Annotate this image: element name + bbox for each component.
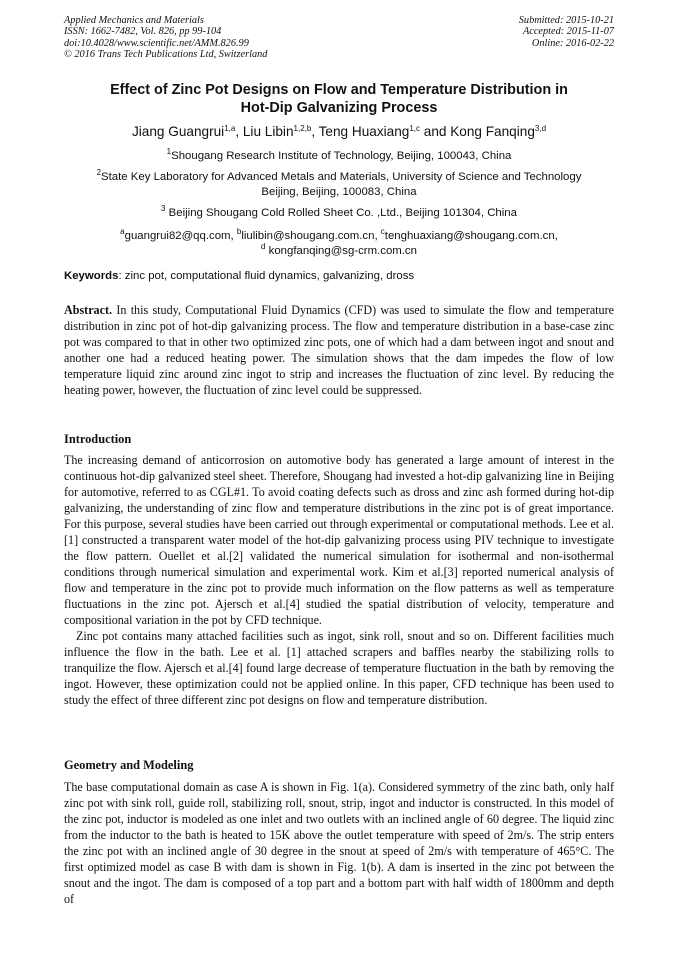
abstract (64, 302, 614, 398)
affiliation-sup: 3 (161, 204, 166, 213)
section-heading-introduction: Introduction (64, 432, 132, 446)
affiliation-text: Shougang Research Institute of Technology, Beijing, 100043, China (171, 150, 512, 162)
affiliation-1 (64, 149, 614, 164)
author-sep: and (420, 124, 451, 139)
email-address: kongfanqing@sg-crm.com.cn (265, 244, 417, 257)
paper-title (64, 81, 614, 117)
journal-doi: doi:10.4028/www.scientific.net/AMM.826.99 (64, 37, 249, 49)
email-sup: c (380, 227, 385, 236)
geometry-body (64, 779, 614, 907)
email-sup: b (236, 227, 242, 236)
affiliation-sup: 2 (96, 168, 102, 177)
email-address: tenghuaxiang@shougang.com.cn, (384, 230, 558, 242)
journal-issn: ISSN: 1662-7482, Vol. 826, pp 99-104 (64, 26, 222, 38)
affiliation-text-line-2: Beijing, Beijing, 100083, China (261, 185, 417, 198)
author-name: Teng Huaxiang (318, 124, 410, 139)
affiliation-text: State Key Laboratory for Advanced Metals and Materials, University of Science and Technology (101, 171, 582, 183)
affiliation-text: Beijing Shougang Cold Rolled Sheet Co. ,Ltd., Beijing 101304, China (165, 207, 517, 219)
email-sup: d (261, 241, 266, 251)
paragraph: The increasing demand of anticorrosion on automotive body has generated a large amount of interest in the continuous hot-dip galvanized steel sheet. Therefore, Shougang had invested a hot-dip galvanizing line in Beijing for automotive, referred to as CGL#1. To avoid coating defects such as dross and zinc ash formed during hot-dip galvanizing, the understanding of zinc flow and temperature distributions in the zinc pot is of great importance. For this purpose, several studies have been carried out through experimental or computational methods. Lee et al.[1] constructed a transparent water model of the hot-dip galvanizing process using PIV technique to investigate the flow pattern. Ouellet et al.[2] validated the numerical simulation for isothermal and non-isothermal conditions through numerical simulation and experimental work. Kim et al.[3] reported numerical analysis of flow and temperature in the zinc pot to provide much information on the flow patterns as well as temperature fluctuations in the zinc pot. Ajersch et al.[4] studied the spatial distribution of velocity, temperature and compositional variation in the pot by CFD technique. (64, 453, 614, 627)
title-line-2: Hot-Dip Galvanizing Process (240, 100, 438, 116)
author-sup: 1,2,b (293, 124, 312, 133)
journal-info (64, 15, 267, 61)
author-sup: 1,a (224, 124, 236, 133)
email-sup: a (120, 227, 125, 236)
paragraph: Zinc pot contains many attached facilities such as ingot, sink roll, snout and so on. Different facilities much influence the flow in the bath. Lee et al. [1] attached scrapers and baffles nearby the stabilizing rolls to tranquilize the flow. Ajersch et al.[4] found large decrease of temperature fluctuation in the bath by removing the ingot. However, these optimization could not be applied online. In this paper, CFD technique has been used to study the effect of three different zinc pot designs on flow and temperature distribution. (64, 629, 614, 707)
keywords-label: Keywords (64, 270, 119, 282)
submitted-date: Submitted: 2015-10-21 (518, 15, 614, 26)
email-address: guangrui82@qq.com, (124, 230, 237, 242)
journal-copyright: © 2016 Trans Tech Publications Ltd, Switzerland (64, 49, 268, 61)
abstract-text: In this study, Computational Fluid Dynamics (CFD) was used to simulate the flow and temperature distribution in zinc pot of hot-dip galvanizing process. The flow and temperature distribution in a base-case zinc pot was compared to that in other two optimized zinc pots, one of which had a dam between ingot and snout and another one had a reduced heating power. The simulation shows that the dam impedes the flow of low temperature liquid zinc around zinc ingot to strip and increases the fluctuation of zinc level. By reducing the heating power, however, the fluctuation of zinc level could be suppressed. (64, 303, 614, 397)
author-emails (64, 229, 614, 258)
affiliation-3 (64, 206, 614, 221)
author-name: Liu Libin (242, 124, 294, 139)
affiliation-sup: 1 (166, 147, 172, 156)
paragraph: The base computational domain as case A is shown in Fig. 1(a). Considered symmetry of the zinc bath, only half zinc pot with sink roll, guide roll, stabilizing roll, snout, strip, ingot and inductor is constructed. In this model of the zinc pot, inductor is modeled as one inlet and two outlets with an inclined angle of 60 degree. The liquid zinc from the inductor to the bath is heated to 15K above the outlet temperature with speed of 2m/s. The strip enters the zinc pot with an inclined angle of 30 degree in the snout at speed of 2m/s with temperature of 465°C. The first optimized model as case B with dam is shown in Fig. 1(b). A dam is inserted in the zinc pot between the snout and the ingot. The dam is composed of a top part and a bottom part with half width of 1800mm and depth of (64, 780, 614, 906)
author-sep: , (311, 124, 319, 139)
email-address: liulibin@shougang.com.cn, (241, 230, 381, 242)
keywords-text: : zinc pot, computational fluid dynamics, galvanizing, dross (118, 270, 415, 282)
author-name: Jiang Guangrui (131, 124, 225, 139)
author-list (64, 123, 614, 141)
author-sup: 1,c (409, 124, 420, 133)
author-sep: , (235, 124, 243, 139)
author-name: Kong Fanqing (450, 124, 535, 139)
submission-dates (519, 15, 614, 49)
abstract-label: Abstract. (64, 303, 113, 317)
journal-name: Applied Mechanics and Materials (64, 15, 204, 26)
online-date: Online: 2016-02-22 (531, 37, 614, 49)
section-heading-geometry: Geometry and Modeling (64, 758, 194, 772)
introduction-body (64, 452, 614, 708)
author-sup: 3,d (534, 124, 547, 133)
affiliation-2 (64, 170, 614, 199)
keywords (64, 269, 614, 284)
accepted-date: Accepted: 2015-11-07 (522, 26, 614, 38)
title-line-1: Effect of Zinc Pot Designs on Flow and Temperature Distribution in (110, 82, 568, 98)
